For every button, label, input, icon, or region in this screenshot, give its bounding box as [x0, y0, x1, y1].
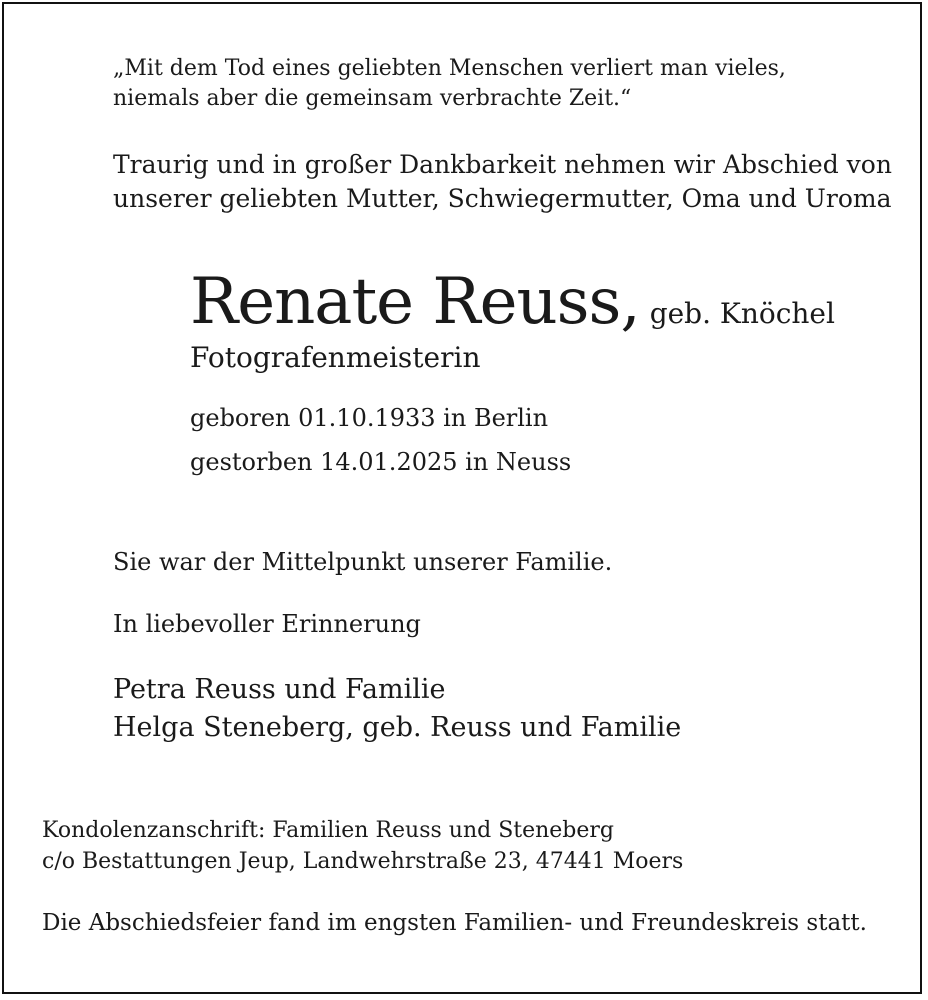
deceased-name: Renate Reuss, — [190, 265, 640, 339]
intro-line-1: Traurig und in großer Dankbarkeit nehmen wir Abschied von — [113, 150, 892, 179]
quote-line-1: „Mit dem Tod eines geliebten Menschen verliert man vieles, — [113, 56, 786, 81]
birth-date: geboren 01.10.1933 in Berlin — [190, 404, 549, 432]
mourner-1: Petra Reuss und Familie — [113, 674, 446, 705]
condolence-address-line-2: c/o Bestattungen Jeup, Landwehrstraße 23, 47441 Moers — [42, 849, 684, 874]
mourner-2: Helga Steneberg, geb. Reuss und Familie — [113, 712, 682, 743]
quote-line-2: niemals aber die gemeinsam verbrachte Zeit.“ — [113, 86, 632, 111]
profession: Fotografenmeisterin — [190, 341, 481, 374]
ceremony-note: Die Abschiedsfeier fand im engsten Familien- und Freundeskreis statt. — [42, 910, 867, 936]
condolence-address-line-1: Kondolenzanschrift: Familien Reuss und Steneberg — [42, 818, 615, 843]
tribute-text: Sie war der Mittelpunkt unserer Familie. — [113, 548, 613, 576]
death-date: gestorben 14.01.2025 in Neuss — [190, 448, 572, 476]
intro-line-2: unserer geliebten Mutter, Schwiegermutter, Oma und Uroma — [113, 184, 892, 213]
maiden-name: geb. Knöchel — [649, 297, 835, 330]
closing-text: In liebevoller Erinnerung — [113, 610, 421, 638]
deceased-name-block — [190, 265, 835, 339]
